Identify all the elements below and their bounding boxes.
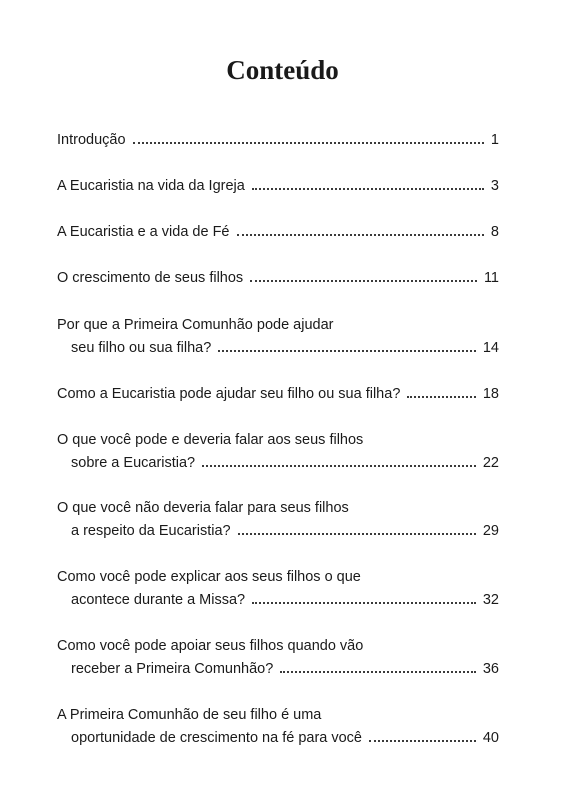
dot-leader — [369, 728, 476, 748]
toc-page-number: 29 — [482, 523, 499, 539]
toc-line — [57, 384, 499, 404]
toc-entry-title-continuation: a respeito da Eucaristia? — [71, 523, 231, 539]
toc-page-number: 40 — [482, 730, 499, 746]
toc-line — [57, 176, 499, 196]
dot-leader — [218, 338, 476, 358]
toc-entry-title: O que você pode e deveria falar aos seus filhos — [57, 432, 364, 448]
toc-line — [71, 659, 499, 679]
toc-entry-title: Por que a Primeira Comunhão pode ajudar — [57, 317, 334, 333]
toc-line — [71, 453, 499, 473]
toc-line — [71, 728, 499, 748]
toc-entry-title: A Eucaristia na vida da Igreja — [57, 178, 245, 194]
page-title: Conteúdo — [226, 55, 339, 85]
toc-line — [57, 705, 499, 725]
dot-leader — [252, 176, 484, 196]
toc-entry-title: Introdução — [57, 132, 126, 148]
dot-leader — [250, 268, 477, 288]
toc-page-number: 32 — [482, 592, 499, 608]
toc-line — [71, 521, 499, 541]
toc-line — [57, 268, 499, 288]
toc-entry-title-continuation: acontece durante a Missa? — [71, 592, 246, 608]
dot-leader — [133, 130, 484, 150]
toc-entry-title: A Eucaristia e a vida de Fé — [57, 224, 230, 240]
toc-page-number: 8 — [490, 224, 499, 240]
toc-line — [71, 590, 499, 610]
dot-leader — [238, 521, 476, 541]
toc-entry-title: O que você não deveria falar para seus filhos — [57, 500, 349, 516]
toc-line — [71, 338, 499, 358]
toc-page-number: 3 — [490, 178, 499, 194]
toc-line — [57, 222, 499, 242]
toc-entry-title-continuation: oportunidade de crescimento na fé para você — [71, 730, 362, 746]
toc-page-number: 18 — [482, 386, 499, 402]
dot-leader — [237, 222, 484, 242]
dot-leader — [407, 384, 475, 404]
dot-leader — [202, 453, 476, 473]
toc-entry-title-continuation: receber a Primeira Comunhão? — [71, 661, 274, 677]
toc-line — [57, 430, 499, 450]
toc-page-number: 22 — [482, 455, 499, 471]
toc-entry-title: O crescimento de seus filhos — [57, 270, 244, 286]
toc-page-number: 14 — [482, 340, 499, 356]
toc-entry-title-continuation: seu filho ou sua filha? — [71, 340, 212, 356]
toc-entry-title: A Primeira Comunhão de seu filho é uma — [57, 707, 322, 723]
toc-line — [57, 130, 499, 150]
dot-leader — [252, 590, 476, 610]
toc-line — [57, 567, 499, 587]
toc-entry-title-continuation: sobre a Eucaristia? — [71, 455, 196, 471]
toc-line — [57, 315, 499, 335]
toc-page-number: 1 — [490, 132, 499, 148]
toc-line — [57, 636, 499, 656]
toc-entry-title: Como a Eucaristia pode ajudar seu filho ou sua filha? — [57, 386, 401, 402]
toc-entry-title: Como você pode apoiar seus filhos quando vão — [57, 638, 364, 654]
toc-entry-title: Como você pode explicar aos seus filhos o que — [57, 569, 361, 585]
toc-page-number: 36 — [482, 661, 499, 677]
toc-page-number: 11 — [483, 270, 499, 286]
toc-line — [57, 498, 499, 518]
dot-leader — [280, 659, 476, 679]
